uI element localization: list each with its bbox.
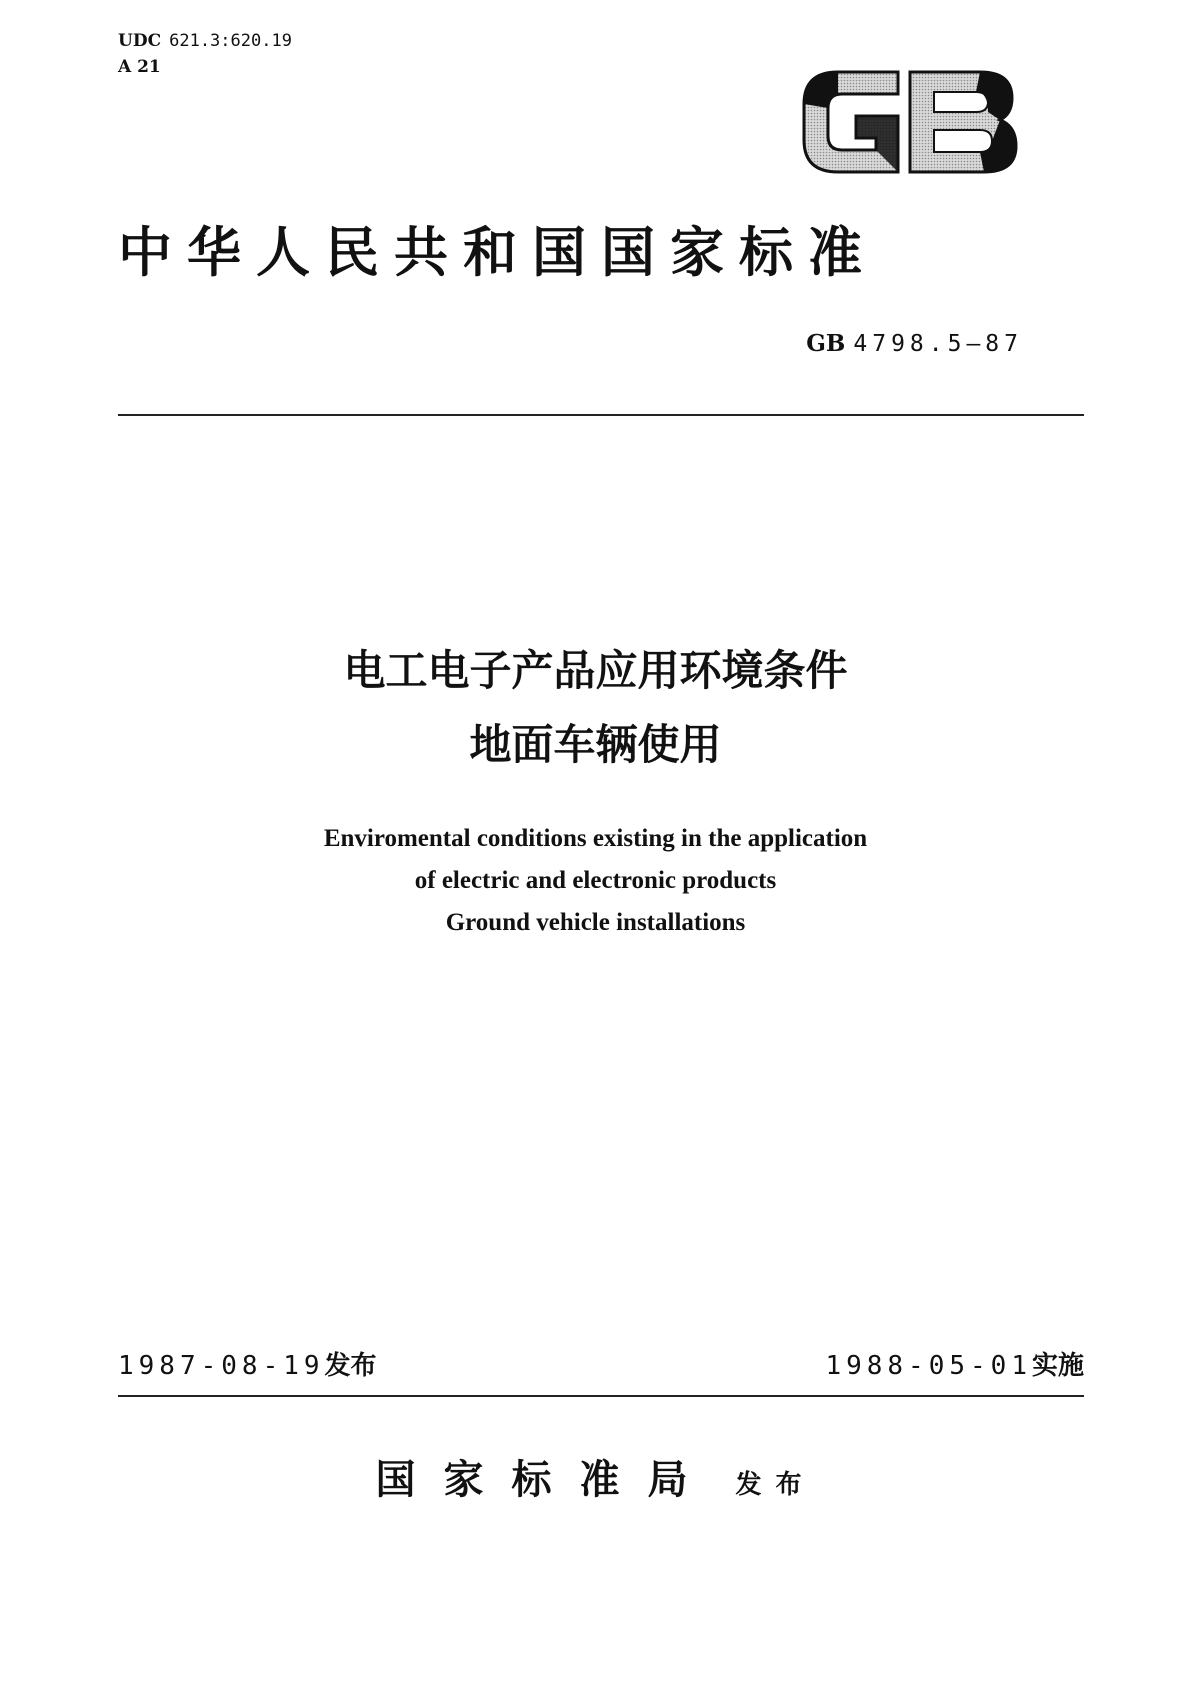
en-title-line-3: Ground vehicle installations — [445, 909, 746, 936]
en-title-line-2: of electric and electronic products — [414, 867, 777, 894]
standard-prefix: GB — [806, 330, 846, 357]
udc-line — [118, 28, 292, 54]
issuer-line — [0, 1448, 1191, 1505]
en-title-line-1: Enviromental conditions existing in the application — [323, 825, 868, 852]
class-code: A 21 — [118, 57, 161, 77]
standard-code: 4798.5—87 — [853, 331, 1023, 357]
issue-date-value: 1987-08-19 — [118, 1351, 325, 1381]
effective-date-value: 1988-05-01 — [825, 1351, 1032, 1381]
effective-date — [825, 1345, 1084, 1382]
udc-label: UDC — [118, 31, 162, 51]
issuer-organization: 国家标准局 — [375, 1456, 716, 1503]
bottom-divider — [118, 1395, 1084, 1397]
gb-logo-icon — [798, 64, 1024, 180]
udc-value: 621.3:620.19 — [169, 31, 292, 51]
dates-row — [118, 1345, 1084, 1379]
issuer-verb: 发布 — [735, 1470, 816, 1500]
effective-date-word: 实施 — [1031, 1351, 1084, 1381]
national-standard-title: 中华人民共和国国家标准 — [118, 220, 877, 284]
standard-number — [806, 330, 1023, 357]
top-divider — [118, 414, 1084, 416]
issue-date-word: 发布 — [324, 1351, 377, 1381]
issue-date — [118, 1345, 377, 1382]
cn-title-line-1: 电工电子产品应用环境条件 — [343, 646, 848, 695]
en-title — [0, 818, 1191, 944]
classification-block — [118, 28, 292, 80]
cn-title-line-2: 地面车辆使用 — [469, 720, 722, 769]
